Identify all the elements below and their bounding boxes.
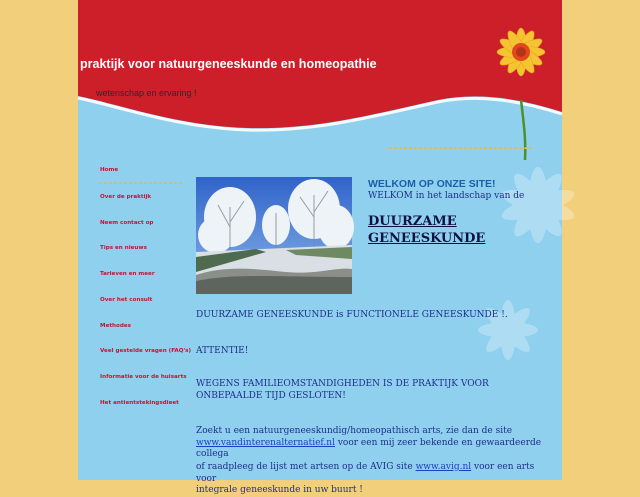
nav-item-tips-en-nieuws[interactable]: Tips en nieuws bbox=[100, 245, 147, 251]
nav-item-tarieven[interactable]: Tarieven en meer bbox=[100, 271, 155, 277]
nav-item-home[interactable]: Home bbox=[100, 167, 119, 173]
paragraph-avig-after: voor een arts voor bbox=[196, 462, 535, 484]
site-title: praktijk voor natuurgeneeskunde en homeopathie bbox=[80, 57, 377, 71]
page-frame bbox=[78, 0, 562, 495]
welcome-heading: WELKOM OP ONZE SITE! bbox=[368, 178, 496, 190]
paragraph-attentie: ATTENTIE! bbox=[196, 346, 249, 356]
nav-item-over-het-consult[interactable]: Over het consult bbox=[100, 297, 153, 303]
nav-item-neem-contact-op[interactable]: Neem contact op bbox=[100, 220, 154, 226]
nav-item-informatie-huisarts[interactable]: Informatie voor de huisarts bbox=[100, 374, 187, 380]
nav-item-over-de-praktijk[interactable]: Over de praktijk bbox=[100, 194, 152, 200]
paragraph-avig bbox=[196, 462, 556, 497]
nav-item-faq[interactable]: Veel gestelde vragen (FAQ's) bbox=[100, 348, 192, 354]
welcome-line: WELKOM in het landschap van de bbox=[368, 191, 525, 201]
link-vandinterenalternatief[interactable]: www.vandinterenalternatief.nl bbox=[196, 437, 335, 448]
nav-item-antientstekingsdieet[interactable]: Het antientstekingsdieet bbox=[100, 400, 179, 406]
paragraph-gesloten: WEGENS FAMILIEOMSTANDIGHEDEN IS DE PRAKTIJK VOOR ONBEPAALDE TIJD GESLOTEN! bbox=[196, 379, 489, 401]
site-subtitle: wetenschap en ervaring ! bbox=[96, 88, 197, 98]
duurzame-geneeskunde-title: DUURZAME GENEESKUNDE bbox=[368, 214, 486, 246]
paragraph-zoekt-after: voor een mij zeer bekende en gewaardeerde collega bbox=[196, 437, 542, 459]
paragraph-avig-last: integrale geneeskunde in uw buurt ! bbox=[196, 485, 363, 495]
nav-item-methodes[interactable]: Methodes bbox=[100, 323, 131, 329]
winter-landscape-photo bbox=[196, 177, 352, 294]
paragraph-functionele: DUURZAME GENEESKUNDE is FUNCTIONELE GENEESKUNDE !. bbox=[196, 310, 508, 320]
dotted-divider-nav bbox=[98, 182, 182, 184]
link-avig[interactable]: www.avig.nl bbox=[415, 462, 472, 472]
paragraph-zoekt-text: Zoekt u een natuurgeneeskundig/homeopathisch arts, zie dan de site bbox=[196, 426, 513, 436]
paragraph-zoekt-arts bbox=[196, 426, 556, 461]
paragraph-avig-text: of raadpleeg de lijst met artsen op de AVIG site bbox=[196, 462, 416, 472]
dotted-divider-top bbox=[388, 147, 534, 149]
